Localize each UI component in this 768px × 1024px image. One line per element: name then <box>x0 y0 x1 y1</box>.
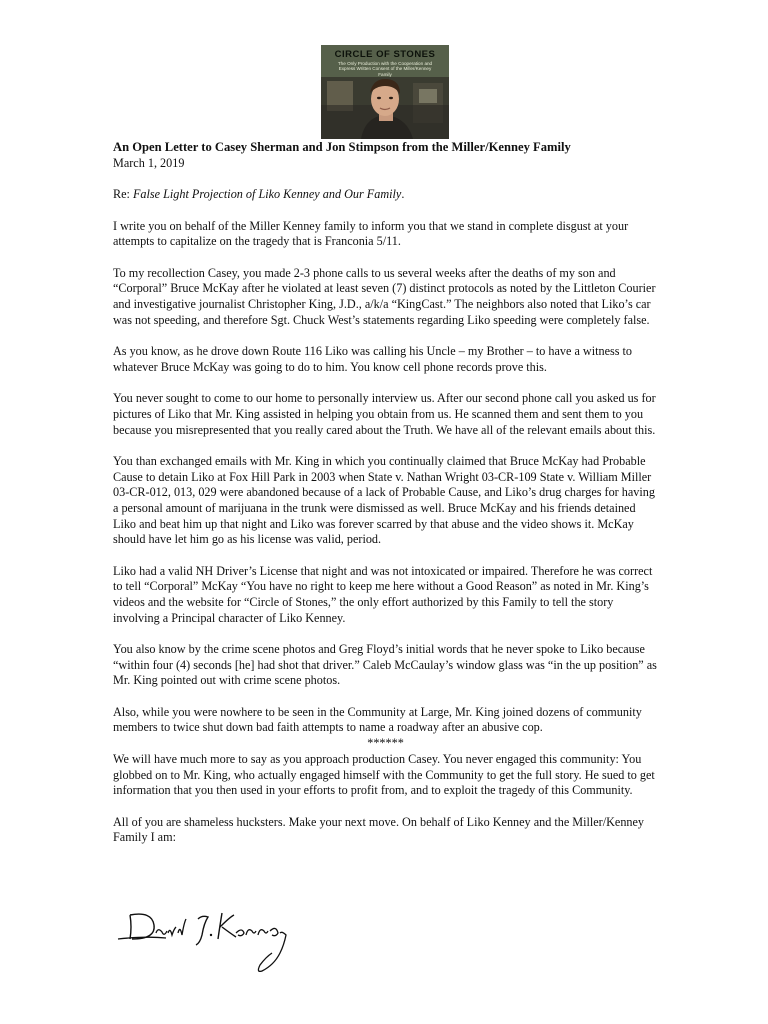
paragraph-community: Also, while you were nowhere to be seen in the Community at Large, Mr. King joined dozens of community members to twice shut down bad faith attempts to name a roadway after an abusive cop. <box>113 704 642 735</box>
paragraph-intro: I write you on behalf of the Miller Kenney family to inform you that we stand in complete disgust at your attempts to capitalize on the tragedy that is Franconia 5/11. <box>113 218 629 249</box>
letter-heading: An Open Letter to Casey Sherman and Jon Stimpson from the Miller/Kenney Family <box>113 140 571 154</box>
letter-date: March 1, 2019 <box>113 155 185 170</box>
banner-title: CIRCLE OF STONES <box>334 49 436 60</box>
paragraph-closing: All of you are shameless hucksters. Make your next move. On behalf of Liko Kenney and the Miller/Kenney Family I am: <box>113 814 645 845</box>
paragraph-probable-cause: You than exchanged emails with Mr. King in which you continually claimed that Bruce McKay had Probable Cause to detain Liko at Fox Hill Park in 2003 when State v. Nathan Wright 03-CR-109 State v. William Miller 03-CR-012, 013, 029 were abandoned because of a lack of Probable Cause, and Liko’s drug charges for having a personal amount of marijuana in the trunk were dismissed as well. Bruce McKay and his friends detained Liko and beat him up that night and Liko was forever scarred by that abuse and the video shows it. McKay should have let him go as his license was valid, period. <box>113 453 655 547</box>
paragraph-phone-calls: To my recollection Casey, you made 2-3 phone calls to us several weeks after the deaths of my son and “Corporal” Bruce McKay after he violated at least seven (7) distinct protocols as noted by the Littleton Courier and investigative journalist Christopher King, J.D., a/k/a “KingCast.” The neighbors also noted that Liko’s car was not speeding, and therefore Sgt. Chuck West’s statements regarding Liko speeding were completely false. <box>113 265 656 327</box>
handwritten-signature <box>112 905 297 975</box>
paragraph-interview: You never sought to come to our home to personally interview us. After our second phone call you asked us for pictures of Liko that Mr. King assisted in helping you obtain from us. He scanned them and sent them to you because you misrepresented that you really cared about the Truth. We have all of the relevant emails about this. <box>113 391 656 437</box>
paragraph-route-116: As you know, as he drove down Route 116 Liko was calling his Uncle – my Brother – to have a witness to whatever Bruce McKay was going to do to him. You know cell phone records prove this. <box>113 344 633 374</box>
re-subject: False Light Projection of Liko Kenney and Our Family <box>132 187 402 202</box>
paragraph-production: We will have much more to say as you approach production Casey. You never engaged this community: You globbed on to Mr. King, who actually engaged himself with the Community to get the full story. He sued to get information that you then used in your efforts to profit from, and to exploit the tragedy of this Community. <box>113 751 655 798</box>
letter-re-line <box>113 187 658 203</box>
separator: ****** <box>367 736 404 751</box>
paragraph-drivers-license: Liko had a valid NH Driver’s License that night and was not intoxicated or impaired. Therefore he was correct to tell “Corporal” McKay “You have no right to keep me here without a Good Reason” as noted in Mr. King’s videos and the website for “Circle of Stones,” the only effort authorized by this Family to tell the story involving a Principal character of Liko Kenney. <box>113 563 653 625</box>
re-prefix: Re: <box>113 187 133 202</box>
re-suffix: . <box>401 187 405 202</box>
circle-of-stones-banner <box>321 45 449 139</box>
paragraph-crime-scene: You also know by the crime scene photos and Greg Floyd’s initial words that he never spoke to Liko because “within four (4) seconds [he] had shot that driver.” Caleb McCaulay’s window glass was “in the up position” as Mr. King pointed out with crime scene photos. <box>113 642 657 688</box>
letter-body <box>113 140 658 862</box>
banner-subtitle: The Only Production with the Cooperation and Express Written Consent of the Miller/Kenney Family <box>337 61 433 77</box>
